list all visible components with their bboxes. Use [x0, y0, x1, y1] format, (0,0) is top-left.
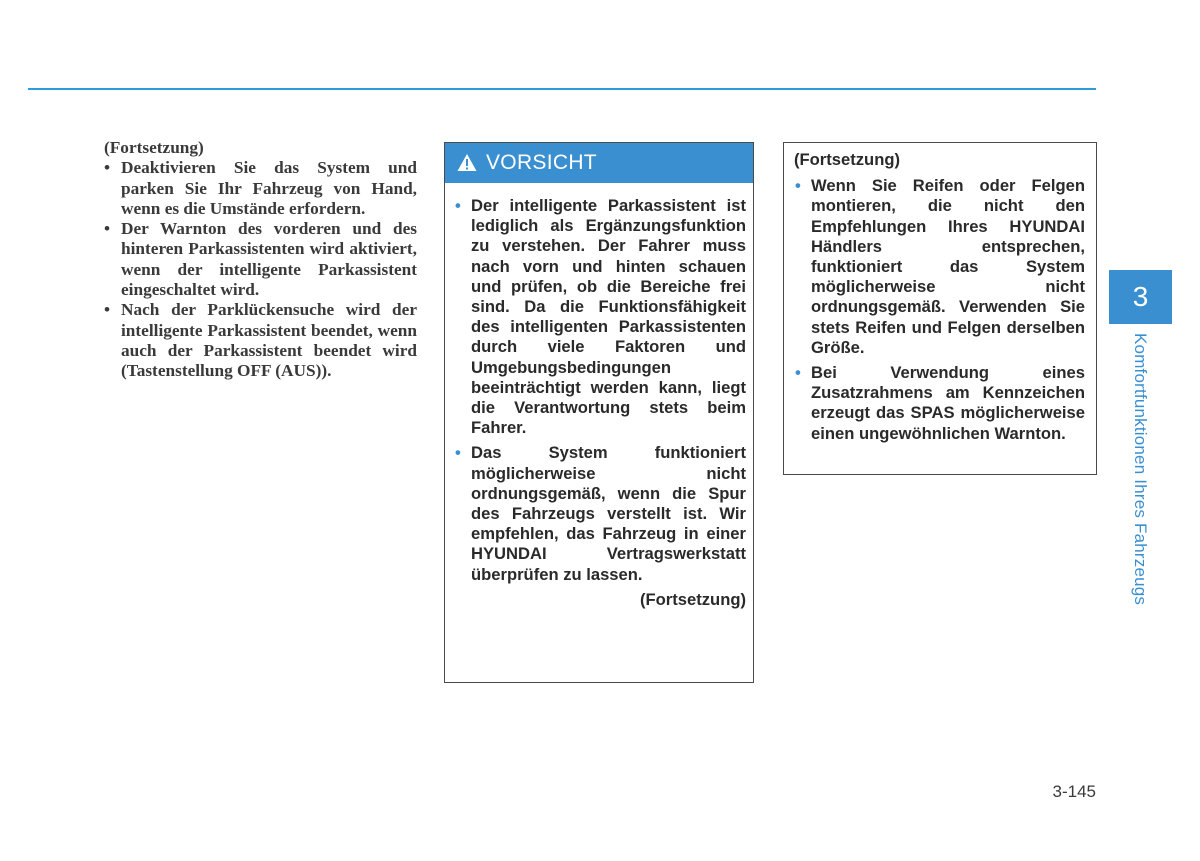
continuation-label: (Fortsetzung): [104, 138, 204, 157]
continuation-header: (Fortsetzung): [794, 150, 900, 169]
list-item: • Bei Verwendung eines Zusatzrahmens am Kennzeichen erzeugt das SPAS möglicherweise einen ungewöhnlichen Warnton.: [794, 363, 1085, 444]
chapter-number: 3: [1132, 281, 1149, 312]
list-item: • Das System funktioniert möglicherweise nicht ordnungsgemäß, wenn die Spur des Fahrzeugs verstellt ist. Wir empfehlen, das Fahrzeug in einer HYUNDAI Vertragswerkstatt überprüfen zu lassen.: [454, 443, 746, 584]
list-item: • Deaktivieren Sie das System und parken Sie Ihr Fahrzeug von Hand, wenn es die Umstände erfordern.: [104, 158, 417, 219]
chapter-tab: [1109, 270, 1172, 324]
list-item: • Wenn Sie Reifen oder Felgen montieren, die nicht den Empfehlungen Ihres HYUNDAI Händlers entsprechen, funktioniert das System möglicherweise nicht ordnungsgemäß. Verwenden Sie stets Reifen und Felgen derselben Größe.: [794, 176, 1085, 358]
list-item: • Nach der Parklückensuche wird der intelligente Parkassistent beendet, wenn auch der Parkassistent beendet wird (Tastenstellung OFF (AUS)).: [104, 300, 417, 381]
continuation-body: [794, 150, 1085, 449]
continuation-box: [783, 142, 1097, 475]
continued-label: (Fortsetzung): [640, 589, 746, 609]
chapter-title: Komfortfunktionen Ihres Fahrzeugs: [1131, 333, 1150, 606]
bullet-list: [104, 158, 417, 381]
left-column: [104, 138, 417, 382]
page-number: 3-145: [1052, 782, 1096, 801]
warning-header: [445, 143, 753, 183]
warning-list: [454, 196, 746, 585]
warning-triangle-icon: [457, 153, 477, 172]
header-rule: [28, 88, 1096, 90]
continuation-list: [794, 176, 1085, 444]
warning-body: [454, 196, 746, 610]
warning-box: [444, 142, 754, 683]
list-item: • Der intelligente Parkassistent ist lediglich als Ergänzungsfunktion zu verstehen. Der Fahrer muss nach vorn und hinten schauen und prüfen, ob die Bereiche frei sind. Da die Funktionsfähigkeit des intelligenten Parkassistenten durch viele Faktoren und Umgebungsbedingungen beeinträchtigt werden kann, liegt die Verantwortung stets beim Fahrer.: [454, 196, 746, 438]
list-item: • Der Warnton des vorderen und des hinteren Parkassistenten wird aktiviert, wenn der intelligente Parkassistent eingeschaltet wird.: [104, 219, 417, 300]
warning-title: VORSICHT: [486, 151, 597, 174]
